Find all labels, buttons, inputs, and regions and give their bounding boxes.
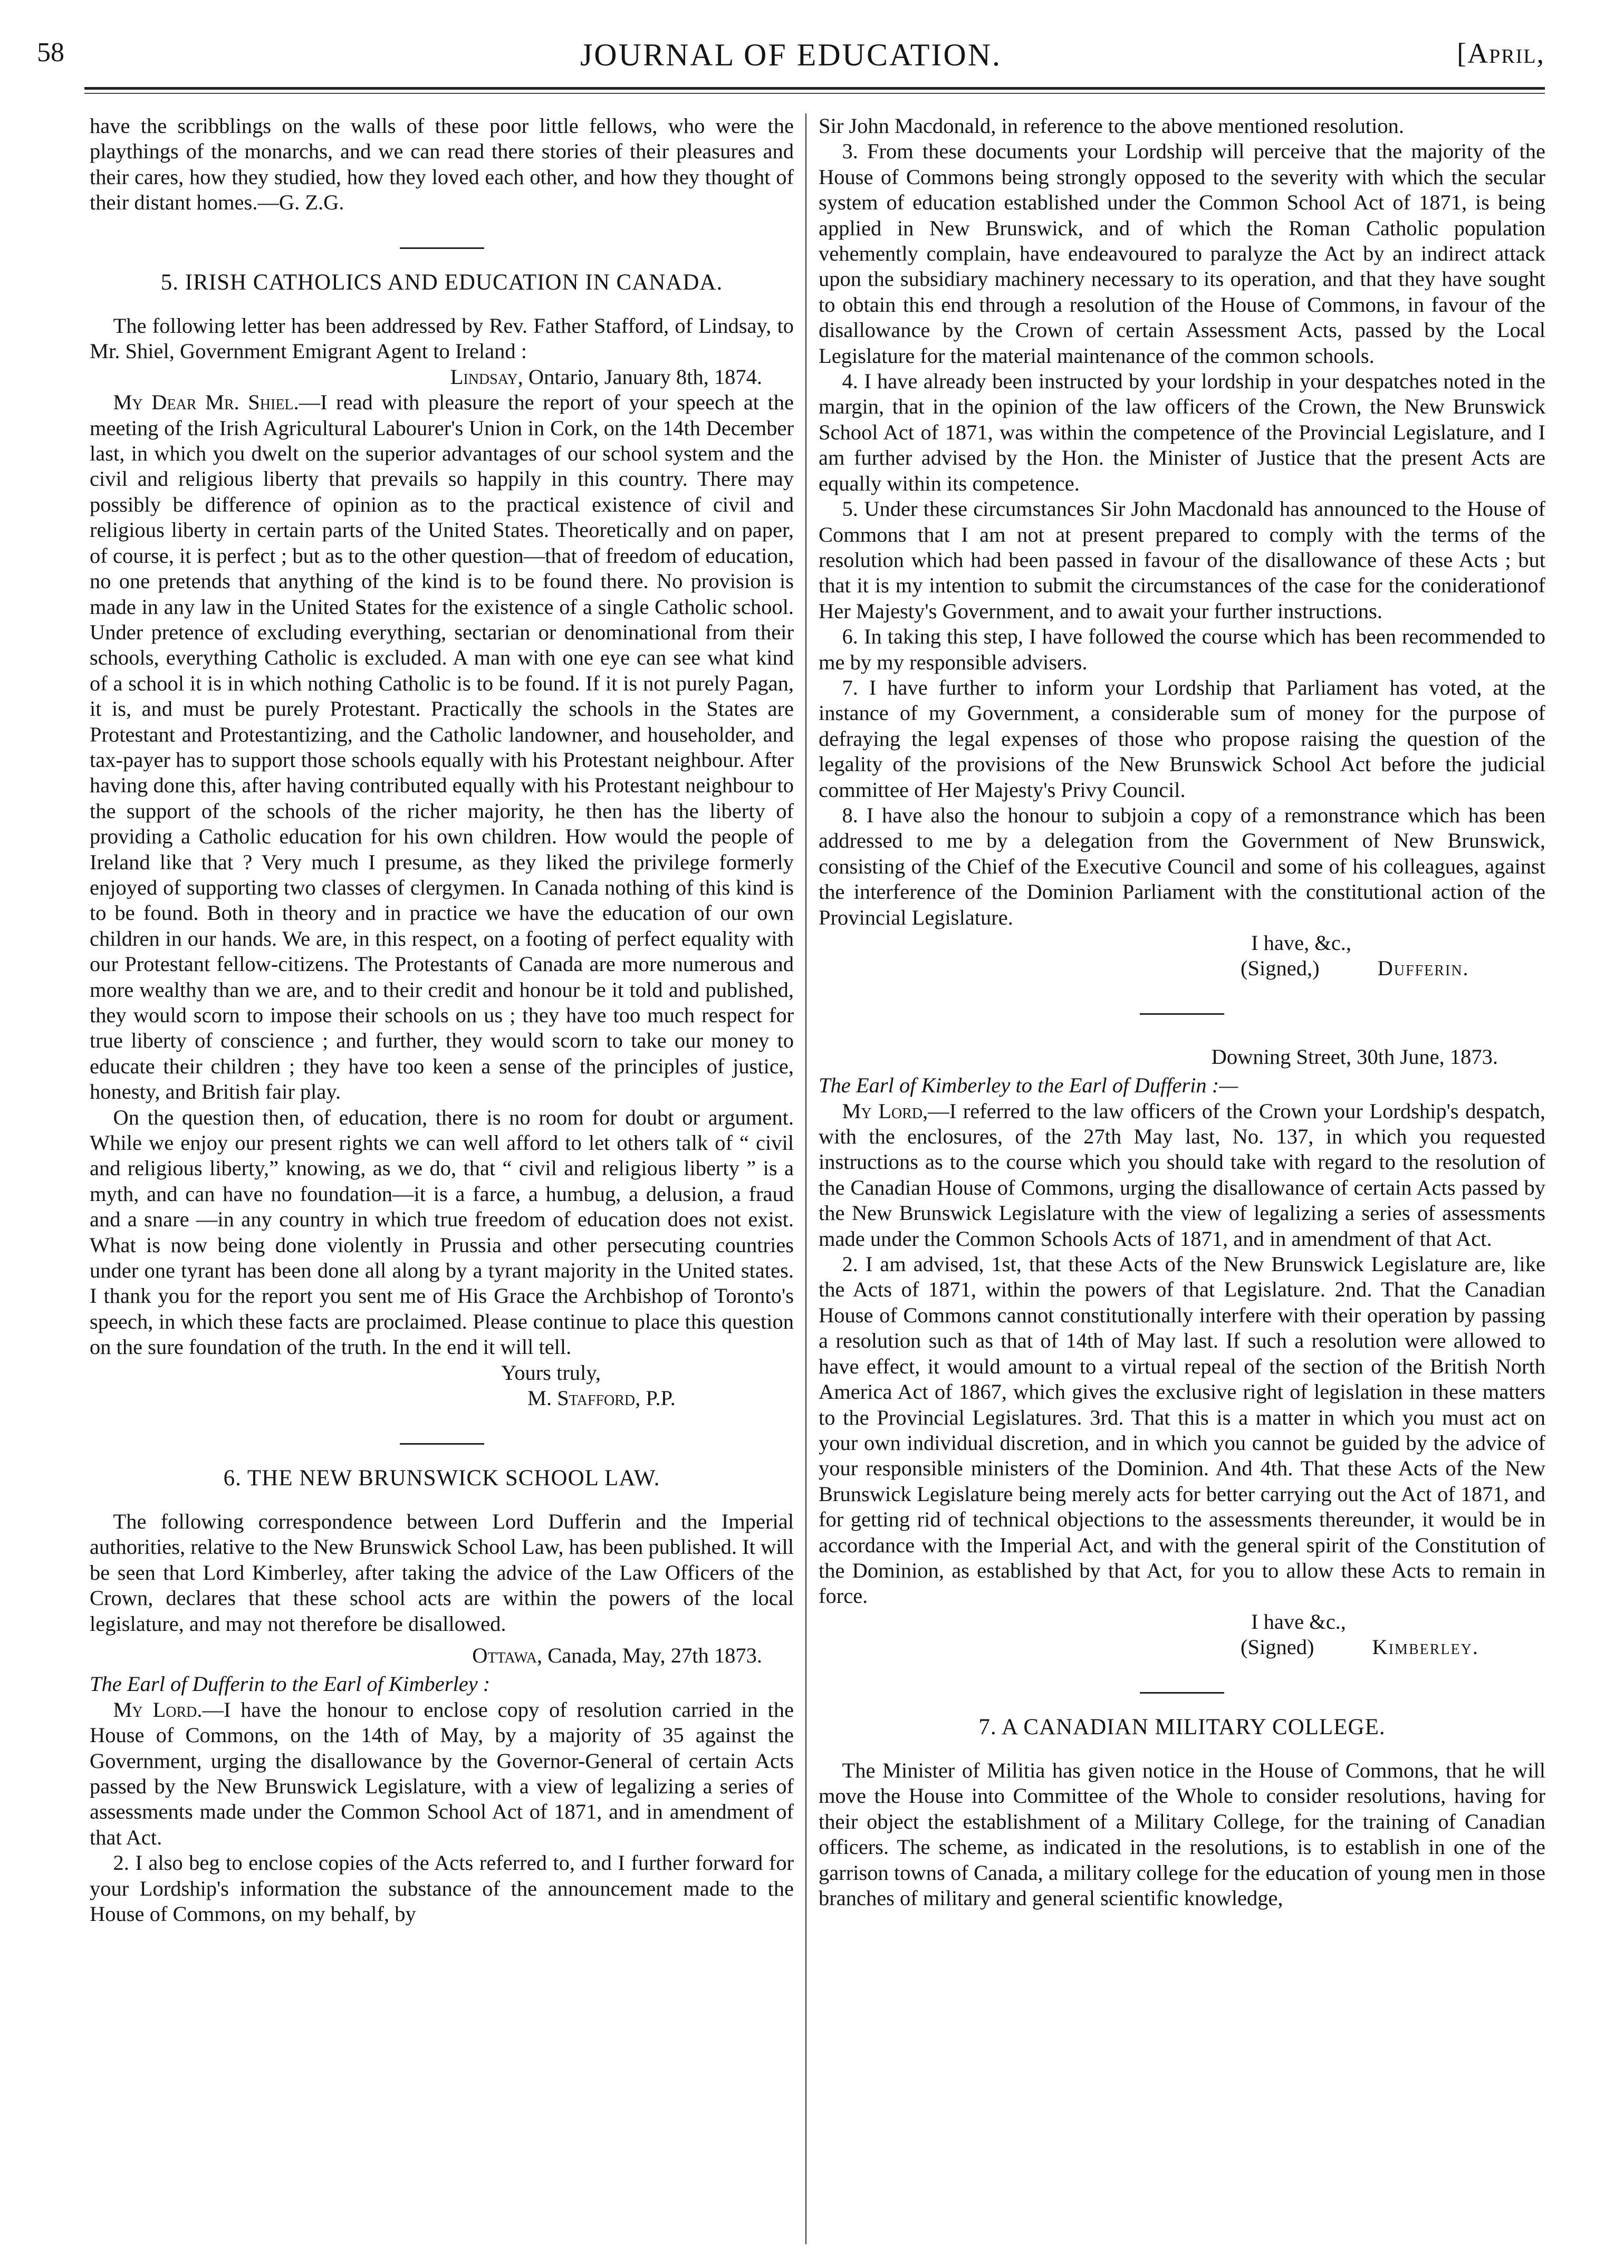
letter-body-paragraph: On the question then, of education, there is no room for doubt or argument. While we enjoy our present rights we can well afford to let others talk of “ civil and religious liberty,” knowing, as we do, that “ civil and religious liberty ” is a myth, and can have no foundation—it is a farce, a humbug, a delusion, a fraud and a snare —in any country in which true freedom of education does not exist. What is now being done violently in Prussia and other persecuting countries under one tyrant has been done all along by a tyrant majority in the United states. I thank you for the report you sent me of His Grace the Archbishop of Toronto's speech, in which these facts are proclaimed. Please continue to place this question on the sure foundation of the truth. In the end it will tell. <box>90 1105 794 1359</box>
section-heading-new-brunswick: 6. THE NEW BRUNSWICK SCHOOL LAW. <box>223 1465 660 1491</box>
page-number: 58 <box>37 37 64 68</box>
signed-label: (Signed,) <box>1241 956 1320 981</box>
dateline-date: Canada, May, 27th 1873. <box>542 1643 762 1667</box>
letter-dateline <box>90 1643 794 1668</box>
letter-salutation: My Lord, <box>842 1099 928 1123</box>
letter-body-paragraph: 5. Under these circumstances Sir John Macdonald has announced to the House of Commons that I am not at present prepared to comply with the terms of the resolution which had been passed in favour of the disallowance of these Acts ; but that it is my intention to submit the circumstances of the case for the coniderationof Her Majesty's Government, and to await your further instructions. <box>819 497 1545 623</box>
letter-addressee: The Earl of Dufferin to the Earl of Kimberley : <box>90 1672 491 1696</box>
header-rule-thin <box>84 93 1545 94</box>
letter-signature <box>819 956 1545 981</box>
header-rule-thick <box>84 87 1545 90</box>
letter-signature <box>819 1635 1545 1660</box>
section-separator <box>400 1443 484 1445</box>
left-column <box>90 113 794 1927</box>
signer-name: Dufferin. <box>1377 956 1469 981</box>
letter-body-text: —I have the honour to enclose copy of resolution carried in the House of Commons, on the 14th of May, by a majority of 35 against the Government, urging the disallowance by the Governor-General of certain Acts passed by the New Brunswick Legislature, with a view of legalizing a series of assessments made under the Common School Act of 1871, and in amendment of that Act. <box>90 1697 794 1849</box>
section-separator <box>1140 1013 1224 1015</box>
letter-body-paragraph: 4. I have already been instructed by your lordship in your despatches noted in the margin, that in the opinion of the law officers of the Crown, the New Brunswick School Act of 1871, was within the competence of the Provincial Legislature, and I am further advised by the Hon. the Minister of Justice that the present Acts are equally within its competence. <box>819 369 1545 495</box>
journal-title: JOURNAL OF EDUCATION. <box>580 37 1002 72</box>
dateline-date: Ontario, January 8th, 1874. <box>523 364 762 389</box>
signature-initial: M. <box>527 1386 558 1410</box>
section-lead: The following letter has been addressed by Rev. Father Stafford, of Lindsay, to Mr. Shiel, Government Emigrant Agent to Ireland : <box>90 314 794 363</box>
letter-body-paragraph: 8. I have also the honour to subjoin a copy of a remonstrance which has been addressed to me by a delegation from the Government of New Brunswick, consisting of the Chief of the Executive Council and some of his colleagues, against the interference of the Dominion Parliament with the constitutional action of the Provincial Legislature. <box>819 803 1545 929</box>
right-column <box>819 113 1545 1911</box>
letter-closing: I have &c., <box>1251 1609 1346 1633</box>
intro-paragraph: have the scribblings on the walls of these poor little fellows, who were the playthings of the monarchs, and we can read there stories of their pleasures and their cares, how they studied, how they loved each other, and how they thought of their distant homes.—G. Z.G. <box>90 114 794 215</box>
letter-salutation: My Dear Mr. Shiel. <box>113 390 299 415</box>
letter-body-paragraph <box>90 1697 794 1850</box>
signed-label: (Signed) <box>1241 1635 1314 1659</box>
letter-body-paragraph: 7. I have further to inform your Lordship that Parliament has voted, at the instance of my Government, a considerable sum of money for the purpose of defraying the legal expenses of those who propose raising the question of the legality of the provisions of the New Brunswick School Act before the judicial committee of Her Majesty's Privy Council. <box>819 675 1545 802</box>
letter-dateline <box>90 364 794 390</box>
letter-salutation: My Lord. <box>113 1697 203 1722</box>
continued-paragraph: Sir John Macdonald, in reference to the above mentioned resolution. <box>819 114 1405 138</box>
signature-name: Stafford, <box>557 1386 641 1410</box>
letter-dateline: Downing Street, 30th June, 1873. <box>1211 1044 1498 1069</box>
letter-body-paragraph <box>819 1099 1545 1252</box>
letter-signature <box>90 1386 794 1411</box>
letter-body-text: —I referred to the law officers of the Crown your Lordship's despatch, with the enclosures, of the 27th May last, No. 137, in which you requested instructions as to the course which you should take with regard to the resolution of the Canadian House of Commons, urging the disallowance of certain Acts passed by the New Brunswick Legislature with the view of legalizing a series of assessments made under the Common Schools Acts of 1871, and in amendment of that Act. <box>819 1099 1546 1251</box>
section-paragraph: The Minister of Militia has given notice in the House of Commons, that he will move the House into Committee of the Whole to consider resolutions, having for their object the establishment of a Military College, for the training of Canadian officers. The scheme, as indicated in the resolutions, is to establish in one of the garrison towns of Canada, a military college for the education of young men in those branches of military and general scientific knowledge, <box>819 1758 1545 1910</box>
section-separator <box>1140 1692 1224 1694</box>
section-separator <box>400 247 484 249</box>
dateline-place: Lindsay, <box>450 364 523 389</box>
letter-closing: Yours truly, <box>501 1360 601 1385</box>
section-heading-military-college: 7. A CANADIAN MILITARY COLLEGE. <box>978 1714 1386 1740</box>
page-header <box>37 37 1545 79</box>
issue-month: [April, <box>1457 37 1545 69</box>
signature-title: P.P. <box>640 1386 676 1410</box>
letter-body-paragraph: 2. I also beg to enclose copies of the Acts referred to, and I further forward for your Lordship's information the substance of the announcement made to the House of Commons, on my behalf, by <box>90 1851 794 1926</box>
section-lead: The following correspondence between Lord Dufferin and the Imperial authorities, relative to the New Brunswick School Law, has been published. It will be seen that Lord Kimberley, after taking the advice of the Law Officers of the Crown, declares that these school acts are within the powers of the local legislature, and may not therefore be disallowed. <box>90 1509 794 1636</box>
letter-closing: I have, &c., <box>1251 931 1352 955</box>
section-heading-irish-catholics: 5. IRISH CATHOLICS AND EDUCATION IN CANADA. <box>160 270 723 295</box>
column-divider <box>805 113 806 2244</box>
letter-body-text: —I read with pleasure the report of your speech at the meeting of the Irish Agricultural Labourer's Union in Cork, on the 14th December last, in which you dwelt on the superior advantages of our school system and the civil and religious liberty that prevails so happily in this country. There may possibly be difference of opinion as to the practical existence of civil and religious liberty in certain parts of the United States. Theoretically and on paper, of course, it is perfect ; but as to the other question—that of freedom of education, no one pretends that anything of the kind is to be found there. No provision is made in any law in the United States for the existence of a single Catholic school. Under pretence of excluding everything, sectarian or denominational from their schools, everything Catholic is excluded. A man with one eye can see what kind of a school it is in which nothing Catholic is to be found. If it is not purely Pagan, it is, and must be purely Protestant. Practically the schools in the States are Protestant and Protestantizing, and the Catholic landowner, and householder, and tax-payer has to support those schools equally with his Protestant neighbour. After having done this, after having contributed equally with his Protestant neighbour to the support of the schools of the richer majority, he then has the liberty of providing a Catholic education for his own children. How would the people of Ireland like that ? Very much I presume, as they liked the privilege formerly enjoyed of supporting two classes of clergymen. In Canada nothing of this kind is to be found. Both in theory and in practice we have the education of our own children in our hands. We are, in this respect, on a footing of perfect equality with our Protestant fellow-citizens. The Protestants of Canada are more numerous and more wealthy than we are, and to their credit and honour be it told and published, they would scorn to impose their schools on us ; they have too much respect for true liberty of conscience ; and further, they would scorn to take our money to educate their children ; they have too keen a sense of the principles of justice, honesty, and British fair play. <box>90 390 794 1104</box>
letter-body-paragraph: 3. From these documents your Lordship will perceive that the majority of the House of Commons being strongly opposed to the severity with which the secular system of education established under the Common School Act of 1871, is being applied in New Brunswick, and of which the Roman Catholic population vehemently complain, have endeavoured to paralyze the Act by an indirect attack upon the subsidiary machinery necessary to its operation, and that they have sought to obtain this end through a resolution of the House of Commons, in favour of the disallowance by the Crown of certain Assessment Acts, passed by the Local Legislature for the material maintenance of the common schools. <box>819 139 1545 368</box>
dateline-place: Ottawa, <box>472 1643 543 1667</box>
letter-body-paragraph: 2. I am advised, 1st, that these Acts of the New Brunswick Legislature are, like the Acts of 1871, within the powers of that Legislature. 2nd. That the Canadian House of Commons cannot constitutionally interfere with their operation by passing a resolution such as that of 14th of May last. If such a resolution were allowed to have effect, it would amount to a virtual repeal of the section of the British North America Act of 1867, which gives the exclusive right of legislation in these matters to the Provincial Legislatures. 3rd. That this is a matter in which you must act on your own individual discretion, and in which you cannot be guided by the advice of your responsible ministers of the Dominion. And 4th. That these Acts of the New Brunswick Legislature being merely acts for better carrying out the Act of 1871, and for getting rid of technical objections to the assessments thereunder, it would be in accordance with the Imperial Act, and with the general spirit of the Constitution of the Dominion, as established by that Act, for you to allow these Acts to remain in force. <box>819 1252 1545 1608</box>
letter-addressee: The Earl of Kimberley to the Earl of Dufferin :— <box>819 1073 1238 1098</box>
signer-name: Kimberley. <box>1372 1635 1479 1659</box>
letter-body-paragraph <box>90 390 794 1104</box>
letter-body-paragraph: 6. In taking this step, I have followed the course which has been recommended to me by my responsible advisers. <box>819 624 1545 674</box>
